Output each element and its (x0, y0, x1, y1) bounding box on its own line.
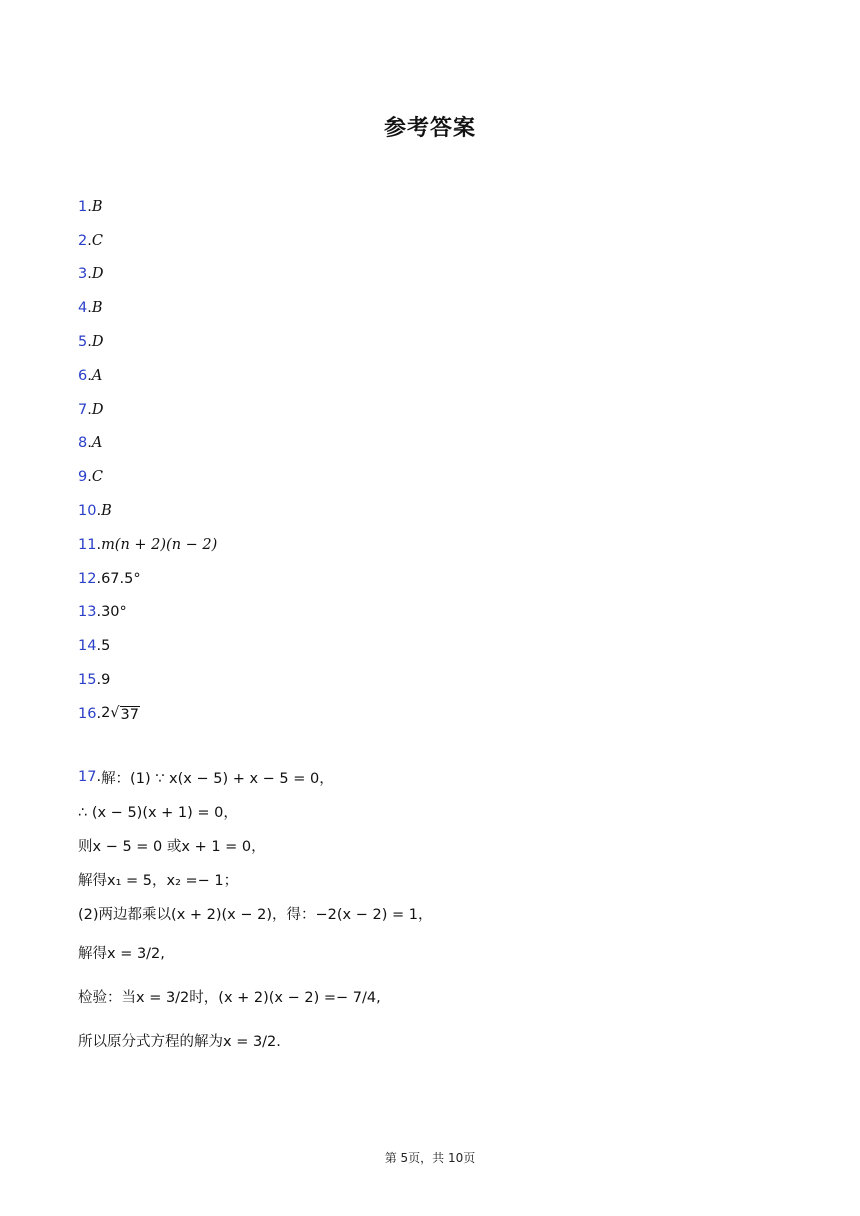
answer-number: 15 (78, 672, 97, 689)
answer-item: 7 . D (78, 401, 104, 418)
answer-value: 5 (101, 638, 111, 655)
answer-value: B (91, 300, 103, 317)
answer-number: 1 (78, 198, 88, 215)
answer-value: B (91, 198, 103, 215)
answer-number: 7 (78, 401, 88, 418)
answer-item: 16 . 2√ 37 (78, 704, 139, 723)
answer-number: 16 (78, 705, 97, 722)
answer-item: 14 . 5 (78, 638, 111, 655)
answer-item: 11 . m(n + 2)(n − 2) (78, 536, 218, 553)
solution-line: ∴ (x − 5)(x + 1) = 0， (78, 804, 238, 821)
answer-item: 9 . C (78, 469, 103, 486)
answer-value: C (91, 469, 103, 486)
page-title: 参考答案 (383, 116, 476, 141)
answer-number: 4 (78, 300, 88, 317)
solution-line: 17 . 解：(1) ∵ x(x − 5) + x − 5 = 0， (78, 769, 334, 787)
answer-value: A (91, 435, 103, 452)
answer-number: 3 (78, 266, 88, 283)
solution-17 (78, 760, 432, 1062)
answer-item: 8 . A (78, 435, 103, 452)
answer-number: 11 (78, 536, 97, 553)
answer-number: 8 (78, 435, 88, 452)
solution-line: 解得x₁ = 5，x₂ =− 1； (78, 872, 239, 889)
answer-item: 13 . 30° (78, 604, 127, 621)
answer-item: 6 . A (78, 367, 103, 384)
answer-item: 10 . B (78, 503, 112, 520)
answer-item: 1 . B (78, 198, 103, 215)
answer-value: C (91, 232, 103, 249)
answer-item: 5 . D (78, 334, 104, 351)
answer-number: 6 (78, 367, 88, 384)
solution-line: 则x − 5 = 0 或x + 1 = 0， (78, 838, 266, 855)
solution-line: (2)两边都乘以(x + 2)(x − 2)，得：−2(x − 2) = 1， (78, 906, 433, 923)
page-footer: 第 5页，共 10页 (384, 1151, 476, 1165)
solution-line: 所以原分式方程的解为x = 3/2. (78, 1033, 281, 1050)
answer-value: 30° (101, 604, 127, 621)
answer-item: 2 . C (78, 232, 103, 249)
answer-value: D (91, 266, 104, 283)
answer-item: 4 . B (78, 300, 103, 317)
answer-value: D (91, 334, 104, 351)
answer-value: B (101, 503, 112, 520)
answer-number: 13 (78, 604, 97, 621)
answer-value: D (91, 401, 104, 418)
answer-value: A (91, 367, 103, 384)
answer-value: 67.5° (101, 570, 141, 587)
answer-list (78, 190, 217, 731)
answer-number: 14 (78, 638, 97, 655)
answer-number: 17 (78, 769, 97, 785)
answer-number: 5 (78, 334, 88, 351)
solution-line: 检验：当x = 3/2时，(x + 2)(x − 2) =− 7/4, (78, 989, 381, 1006)
answer-number: 10 (78, 503, 97, 520)
answer-value: 2√ 37 (101, 704, 139, 723)
answer-item: 12 . 67.5° (78, 570, 141, 587)
answer-number: 9 (78, 469, 88, 486)
answer-number: 12 (78, 570, 97, 587)
answer-item: 3 . D (78, 266, 104, 283)
answer-number: 2 (78, 232, 88, 249)
answer-item: 15 . 9 (78, 672, 111, 689)
sqrt-symbol: √ 37 (110, 704, 139, 723)
answer-value: 9 (101, 672, 111, 689)
solution-line: 解得x = 3/2, (78, 945, 165, 962)
answer-value: m(n + 2)(n − 2) (101, 536, 218, 553)
